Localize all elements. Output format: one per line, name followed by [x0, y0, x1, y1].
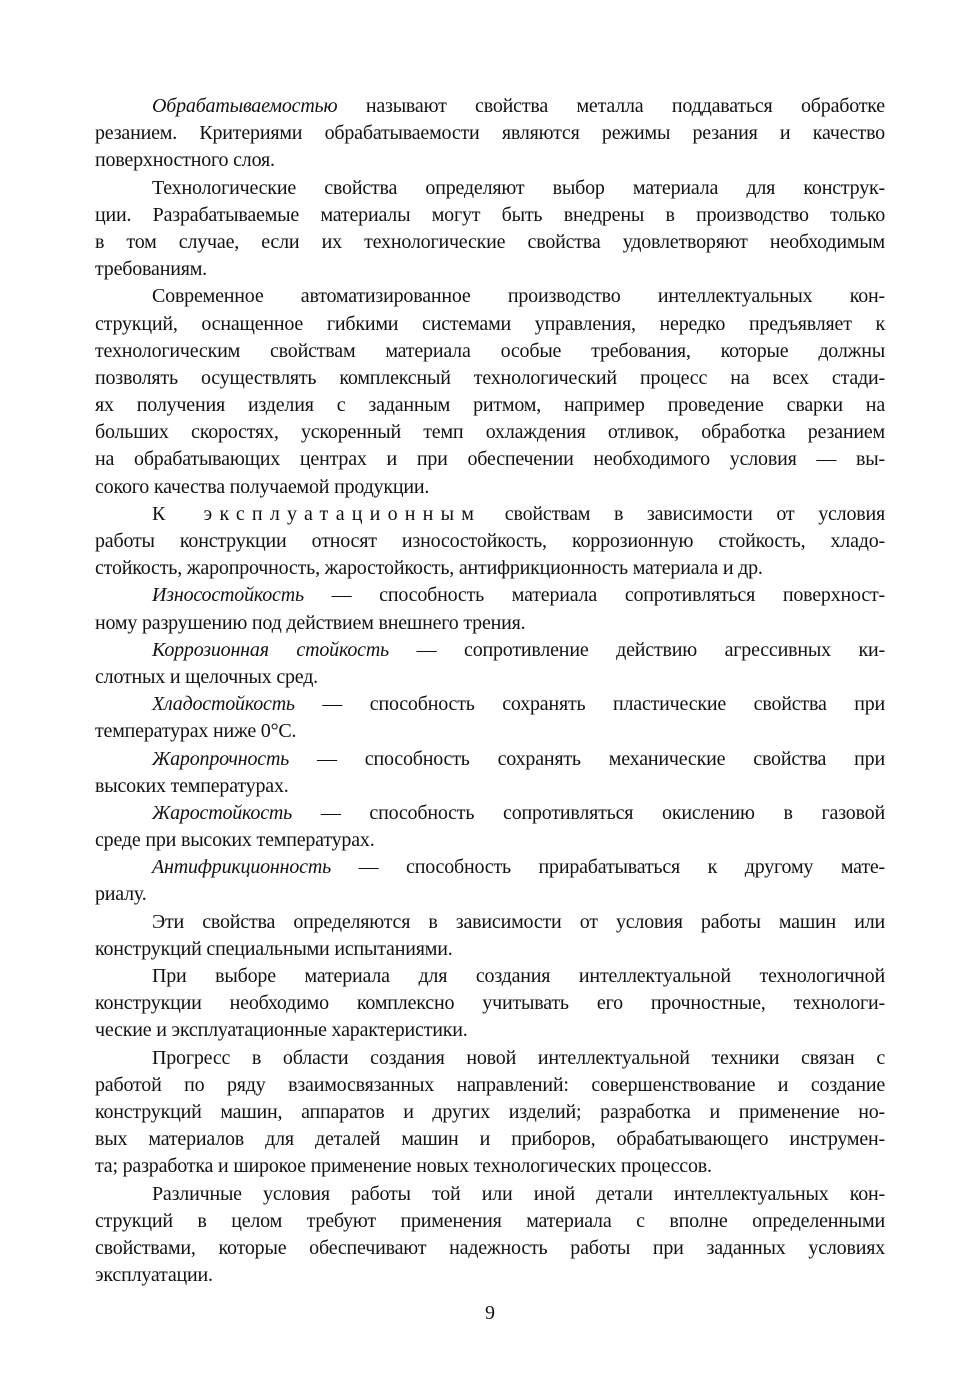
text-line [95, 392, 885, 419]
line-text: — способность сохранять механические свойства при [289, 747, 885, 770]
text-line [95, 283, 885, 310]
line-text: — способность сопротивляться окислению в газовой [292, 801, 885, 824]
line-text: — способность материала сопротивляться поверхност- [303, 584, 885, 607]
text-line [95, 365, 885, 392]
paragraph [95, 1045, 885, 1181]
line-text: в том случае, если их технологические свойства удовлетворяют необходимым [95, 230, 885, 253]
text-line [95, 746, 885, 773]
line-text: свойствами, которые обеспечивают надежность работы при заданных условиях [95, 1236, 885, 1259]
line-text: — способность прирабатываться к другому мате- [331, 856, 885, 879]
line-text: струкций в целом требуют применения материала с вполне определенными [95, 1209, 885, 1232]
line-text: эксплуатации. [95, 1264, 213, 1287]
text-line [95, 419, 885, 446]
line-text: на обрабатывающих центрах и при обеспечении необходимого условия — вы- [95, 448, 885, 471]
text-line [95, 474, 885, 501]
term-emphasis: К эксплуатационным [152, 502, 482, 525]
line-text: риалу. [95, 883, 147, 906]
term-emphasis: Износостойкость [152, 584, 304, 607]
line-text: поверхностного слоя. [95, 149, 275, 172]
text-line [95, 202, 885, 229]
paragraph [95, 582, 885, 636]
text-line [95, 990, 885, 1017]
text-line [95, 229, 885, 256]
line-text: ях получения изделия с заданным ритмом, например проведение сварки на [95, 394, 885, 417]
text-line [95, 773, 885, 800]
paragraph [95, 691, 885, 745]
text-line [95, 1126, 885, 1153]
text-line [95, 1099, 885, 1126]
line-text: Эти свойства определяются в зависимости от условия работы машин или [152, 910, 885, 933]
page-number: 9 [485, 1302, 495, 1324]
text-line [95, 582, 885, 609]
line-text: вых материалов для деталей машин и приборов, обрабатывающего инструмен- [95, 1128, 885, 1151]
text-line [95, 446, 885, 473]
line-text: — способность сохранять пластические свойства при [294, 693, 885, 716]
text-line [95, 827, 885, 854]
text-line [95, 1262, 885, 1289]
text-line [95, 936, 885, 963]
line-text: сокого качества получаемой продукции. [95, 475, 430, 498]
paragraph [95, 800, 885, 854]
text-line [95, 637, 885, 664]
line-text: — сопротивление действию агрессивных ки- [388, 638, 886, 661]
line-text: называют свойства металла поддаваться обработке [337, 95, 885, 117]
text-line [95, 854, 885, 881]
line-text: Современное автоматизированное производство интеллектуальных кон- [152, 285, 885, 308]
term-emphasis: Хладостойкость [152, 693, 295, 716]
paragraph [95, 283, 885, 501]
line-text: работы конструкции относят износостойкость, коррозионную стойкость, хладо- [95, 530, 885, 552]
paragraph [95, 746, 885, 800]
text-line [95, 501, 885, 528]
line-text: позволять осуществлять комплексный технологический процесс на всех стади- [95, 366, 885, 389]
term-emphasis: Жаропрочность [152, 747, 290, 770]
paragraph [95, 175, 885, 284]
line-text: среде при высоких температурах. [95, 829, 375, 852]
line-text: При выборе материала для создания интеллектуальной технологичной [152, 965, 885, 987]
term-emphasis: Жаростойкость [152, 801, 293, 824]
paragraph [95, 909, 885, 963]
text-line [95, 963, 885, 990]
term-emphasis: Антифрикционность [152, 856, 332, 879]
text-line [95, 1235, 885, 1262]
line-text: свойствам в зависимости от условия [481, 502, 885, 525]
text-line [95, 1208, 885, 1235]
paragraph [95, 637, 885, 691]
text-line [95, 1072, 885, 1099]
line-text: ческие и эксплуатационные характеристики. [95, 1019, 468, 1042]
text-line [95, 1153, 885, 1180]
line-text: конструкции необходимо комплексно учитывать его прочностные, технологи- [95, 992, 885, 1015]
line-text: требованиям. [95, 258, 207, 281]
text-line [95, 120, 885, 147]
text-line [95, 147, 885, 174]
text-line [95, 664, 885, 691]
line-text: ции. Разрабатываемые материалы могут быть внедрены в производство только [95, 203, 885, 226]
line-text: работой по ряду взаимосвязанных направлений: совершенствование и создание [95, 1073, 885, 1096]
paragraph [95, 963, 885, 1045]
document-body [95, 93, 885, 1289]
text-line [95, 528, 885, 555]
line-text: Технологические свойства определяют выбор материала для конструк- [152, 176, 885, 199]
paragraph [95, 854, 885, 908]
line-text: больших скоростях, ускоренный темп охлаждения отливок, обработка резанием [95, 421, 885, 444]
text-line [95, 175, 885, 202]
line-text: Различные условия работы той или иной детали интеллектуальных кон- [152, 1182, 885, 1205]
text-line [95, 338, 885, 365]
line-text: конструкций специальными испытаниями. [95, 937, 453, 960]
paragraph [95, 93, 885, 175]
text-line [95, 718, 885, 745]
line-text: Прогресс в области создания новой интеллектуальной техники связан с [152, 1046, 885, 1069]
line-text: струкций, оснащенное гибкими системами управления, нередко предъявляет к [95, 312, 885, 335]
line-text: высоких температурах. [95, 774, 289, 797]
text-line [95, 1181, 885, 1208]
term-emphasis: Коррозионная стойкость [152, 638, 389, 661]
text-line [95, 93, 885, 120]
text-line [95, 555, 885, 582]
text-line [95, 800, 885, 827]
line-text: стойкость, жаропрочность, жаростойкость, антифрикционность материала и др. [95, 557, 763, 580]
text-line [95, 1017, 885, 1044]
line-text: конструкций машин, аппаратов и других изделий; разработка и применение но- [95, 1100, 885, 1123]
text-line [95, 881, 885, 908]
text-line [95, 691, 885, 718]
text-line [95, 610, 885, 637]
text-line [95, 1045, 885, 1072]
paragraph [95, 501, 885, 583]
text-line [95, 256, 885, 283]
term-emphasis: Обрабатываемостью [152, 95, 338, 117]
paragraph [95, 1181, 885, 1290]
line-text: технологическим свойствам материала особые требования, которые должны [95, 339, 885, 362]
line-text: та; разработка и широкое применение новых технологических процессов. [95, 1155, 712, 1178]
text-line [95, 909, 885, 936]
line-text: слотных и щелочных сред. [95, 665, 318, 688]
line-text: резанием. Критериями обрабатываемости являются режимы резания и качество [95, 122, 885, 145]
line-text: температурах ниже 0°С. [95, 720, 297, 743]
text-line [95, 311, 885, 338]
line-text: ному разрушению под действием внешнего трения. [95, 611, 526, 634]
